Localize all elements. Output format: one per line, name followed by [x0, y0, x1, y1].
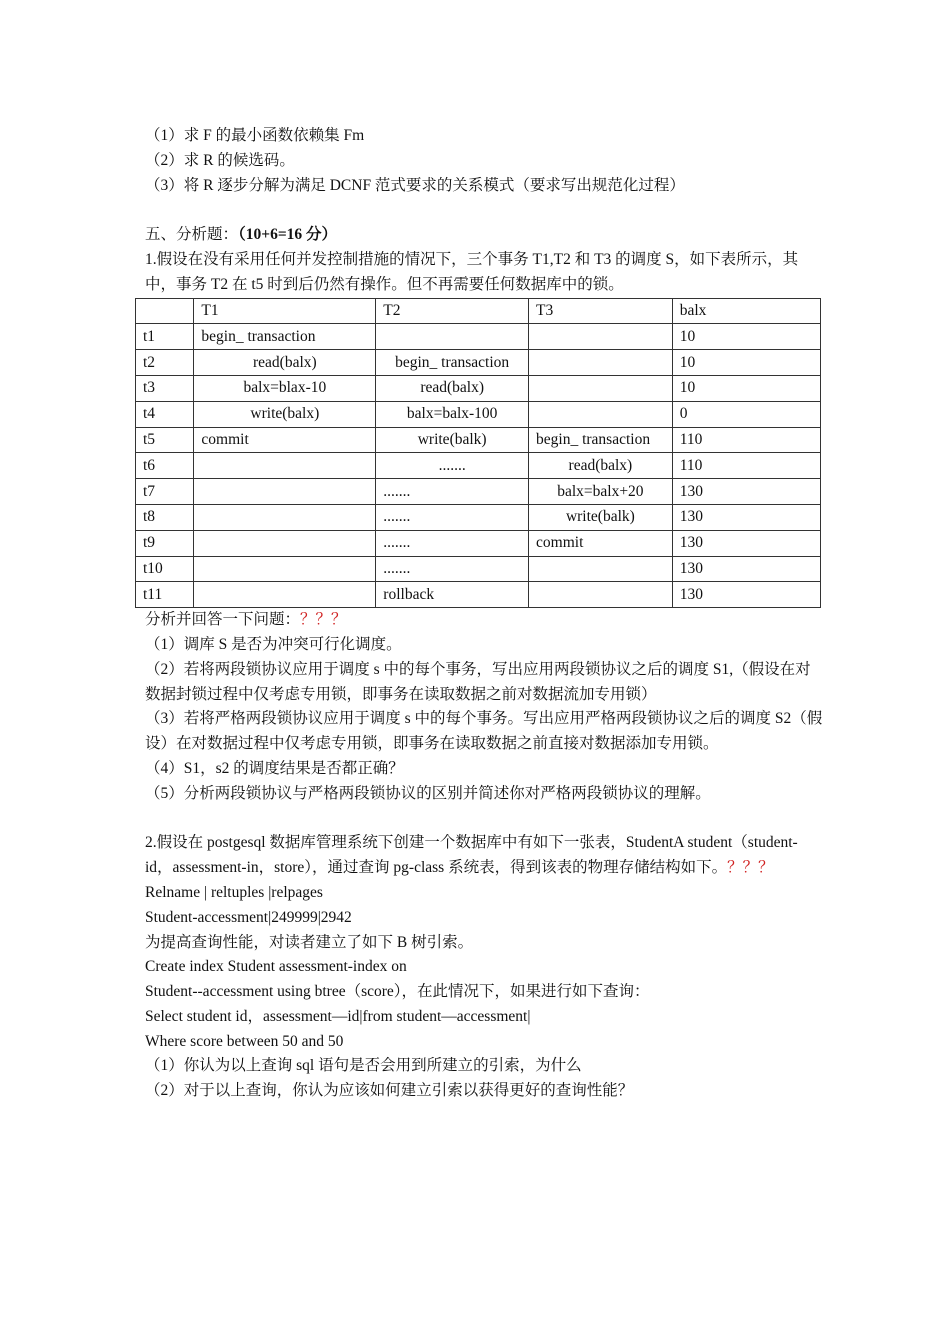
table-cell: ....... — [376, 479, 529, 505]
section5-heading — [145, 223, 825, 248]
table-row — [136, 556, 821, 582]
table-cell — [194, 504, 376, 530]
table-row — [136, 504, 821, 530]
table-header-row — [136, 298, 821, 324]
table-cell — [529, 582, 673, 608]
time-cell: t2 — [136, 350, 194, 376]
q2-line-1: Relname | reltuples |relpages — [145, 883, 323, 901]
table-cell: write(balx) — [194, 401, 376, 427]
time-cell: t1 — [136, 324, 194, 350]
spacer — [145, 807, 825, 832]
schedule-table-body — [136, 298, 821, 608]
header-cell: T2 — [376, 298, 529, 324]
table-cell: balx=blax-10 — [194, 375, 376, 401]
header-cell: T1 — [194, 298, 376, 324]
table-cell: 10 — [672, 375, 820, 401]
time-cell: t11 — [136, 582, 194, 608]
q2-line-4: Create index Student assessment-index on — [145, 958, 407, 976]
table-cell: 130 — [672, 479, 820, 505]
q1-item-5: （5）分析两段锁协议与严格两段锁协议的区别并简述你对严格两段锁协议的理解。 — [145, 784, 711, 802]
table-cell: begin_ transaction — [529, 427, 673, 453]
table-cell: 130 — [672, 504, 820, 530]
table-cell: ....... — [376, 504, 529, 530]
table-row — [136, 582, 821, 608]
header-cell — [136, 298, 194, 324]
sec4-question-3: （3）将 R 逐步分解为满足 DCNF 范式要求的关系模式（要求写出规范化过程） — [145, 176, 685, 194]
schedule-table — [135, 298, 821, 609]
time-cell: t6 — [136, 453, 194, 479]
q1-item-3: （3）若将严格两段锁协议应用于调度 s 中的每个事务。写出应用严格两段锁协议之后的调度 S2（假设）在对数据过程中仅考虑专用锁，即事务在读取数据之前直接对数据添加专用锁。 — [145, 710, 823, 753]
sec4-question-1: （1）求 F 的最小函数依赖集 Fm — [145, 127, 365, 144]
q2-line-5: Student--accessment using btree（score），在此情况下，如果进行如下查询： — [145, 983, 650, 1001]
table-cell — [194, 530, 376, 556]
table-cell — [529, 350, 673, 376]
header-cell: T3 — [529, 298, 673, 324]
table-row — [136, 479, 821, 505]
table-cell: 110 — [672, 427, 820, 453]
table-cell: 110 — [672, 453, 820, 479]
time-cell: t4 — [136, 401, 194, 427]
q1-item-4: （4）S1，s2 的调度结果是否都正确？ — [145, 759, 404, 777]
q2-line-8: （1）你认为以上查询 sql 语句是否会用到所建立的引索，为什么 — [145, 1057, 582, 1075]
section5-heading-prefix: 五、分析题： — [145, 226, 239, 244]
q2-line-9: （2）对于以上查询，你认为应该如何建立引索以获得更好的查询性能？ — [145, 1082, 634, 1100]
table-cell — [194, 582, 376, 608]
table-row — [136, 427, 821, 453]
table-cell: balx=balx-100 — [376, 401, 529, 427]
table-row — [136, 350, 821, 376]
section5-heading-score: （10+6=16 分） — [238, 226, 338, 244]
table-cell — [194, 479, 376, 505]
table-cell: read(balx) — [194, 350, 376, 376]
table-cell: ....... — [376, 530, 529, 556]
time-cell: t10 — [136, 556, 194, 582]
table-cell: 0 — [672, 401, 820, 427]
q2-line-3: 为提高查询性能，对读者建立了如下 B 树引索。 — [145, 933, 474, 951]
table-cell — [529, 556, 673, 582]
table-cell: balx=balx+20 — [529, 479, 673, 505]
table-cell: 10 — [672, 324, 820, 350]
table-row — [136, 401, 821, 427]
q2-line-7: Where score between 50 and 50 — [145, 1032, 344, 1050]
table-cell — [529, 401, 673, 427]
table-row — [136, 324, 821, 350]
table-cell: begin_ transaction — [194, 324, 376, 350]
time-cell: t9 — [136, 530, 194, 556]
table-cell: 130 — [672, 556, 820, 582]
time-cell: t8 — [136, 504, 194, 530]
q1-intro: 1.假设在没有采用任何并发控制措施的情况下，三个事务 T1,T2 和 T3 的调度 S，如下表所示，其中，事务 T2 在 t5 时到后仍然有操作。但不再需要任何数据库中的锁。 — [145, 250, 799, 293]
table-cell: commit — [194, 427, 376, 453]
spacer — [145, 198, 825, 223]
table-cell: write(balk) — [376, 427, 529, 453]
table-row — [136, 453, 821, 479]
q2-line-6: Select student id，assessment—id|from student—accessment| — [145, 1007, 531, 1025]
table-row — [136, 530, 821, 556]
document-page — [145, 124, 825, 1104]
table-cell: 10 — [672, 350, 820, 376]
table-cell — [376, 324, 529, 350]
time-cell: t7 — [136, 479, 194, 505]
table-cell — [194, 556, 376, 582]
table-row — [136, 375, 821, 401]
table-cell — [529, 324, 673, 350]
table-cell: 130 — [672, 530, 820, 556]
table-cell: ....... — [376, 556, 529, 582]
header-cell: balx — [672, 298, 820, 324]
q2-line-2: Student-accessment|249999|2942 — [145, 908, 352, 926]
q1-marks: ？？？ — [300, 611, 347, 629]
table-cell: read(balx) — [529, 453, 673, 479]
table-cell — [529, 375, 673, 401]
q2-intro — [145, 831, 825, 881]
table-cell: begin_ transaction — [376, 350, 529, 376]
q1-item-2: （2）若将两段锁协议应用于调度 s 中的每个事务，写出应用两段锁协议之后的调度 S1,（假设在对数据封锁过程中仅考虑专用锁，即事务在读取数据之前对数据流加专用锁） — [145, 660, 811, 703]
q2-intro-text: 2.假设在 postgesql 数据库管理系统下创建一个数据库中有如下一张表，StudentA student（student-id，assessment-in，store），通过查询 pg-class 系统表，得到该表的物理存储结构如下。 — [145, 834, 798, 877]
time-cell: t3 — [136, 375, 194, 401]
table-cell: ....... — [376, 453, 529, 479]
table-cell: 130 — [672, 582, 820, 608]
q1-prompt — [145, 608, 825, 633]
table-cell: read(balx) — [376, 375, 529, 401]
table-cell: write(balk) — [529, 504, 673, 530]
q1-item-1: （1）调库 S 是否为冲突可行化调度。 — [145, 635, 402, 653]
time-cell: t5 — [136, 427, 194, 453]
table-cell — [194, 453, 376, 479]
table-cell: commit — [529, 530, 673, 556]
q2-marks: ？？？ — [727, 859, 774, 877]
sec4-question-2: （2）求 R 的候选码。 — [145, 151, 295, 169]
table-cell: rollback — [376, 582, 529, 608]
q1-prompt-text: 分析并回答一下问题： — [145, 611, 301, 629]
